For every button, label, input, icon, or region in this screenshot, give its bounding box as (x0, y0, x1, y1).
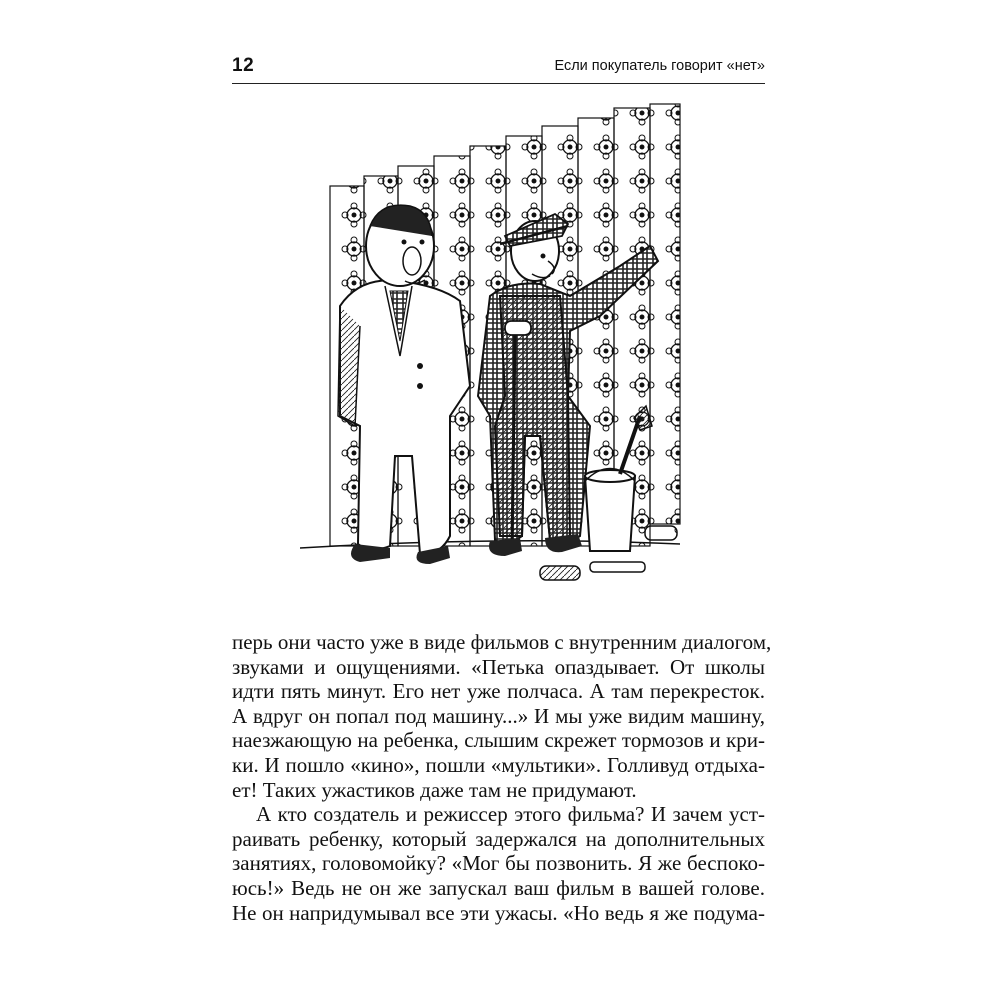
text-line: занятиях, головомойку? «Мог бы позвонить. Я же беспоко- (232, 851, 765, 876)
text-line: ет! Таких ужастиков даже там не придумают. (232, 777, 637, 802)
page-header (232, 55, 765, 84)
text-line: перь они часто уже в виде фильмов с внутренним диалогом, (232, 630, 772, 654)
text-line: наезжающую на ребенка, слышим скрежет тормозов и кри- (232, 728, 765, 753)
text-line: А вдруг он попал под машину...» И мы уже видим машину, (232, 703, 765, 728)
text-line: Не он напридумывал все эти ужасы. «Но ведь я же подума- (232, 900, 765, 925)
paragraph (232, 802, 765, 925)
running-title: Если покупатель говорит «нет» (554, 58, 765, 74)
page-number: 12 (232, 55, 255, 76)
text-line: раивать ребенку, который задержался на дополнительных (232, 826, 765, 851)
text-line: звуками и ощущениями. «Петька опаздывает. От школы (232, 654, 765, 679)
text-line: А кто создатель и режиссер этого фильма? И зачем уст- (256, 802, 765, 827)
text-line: идти пять минут. Его нет уже полчаса. А там перекресток. (232, 679, 765, 704)
illustration (300, 96, 700, 606)
text-line: ки. И пошло «кино», пошли «мультики». Голливуд отдыха- (232, 752, 765, 777)
body-text (232, 630, 772, 925)
text-line: юсь!» Ведь не он же запускал ваш фильм в вашей голове. (232, 875, 765, 900)
paragraph (232, 630, 772, 802)
